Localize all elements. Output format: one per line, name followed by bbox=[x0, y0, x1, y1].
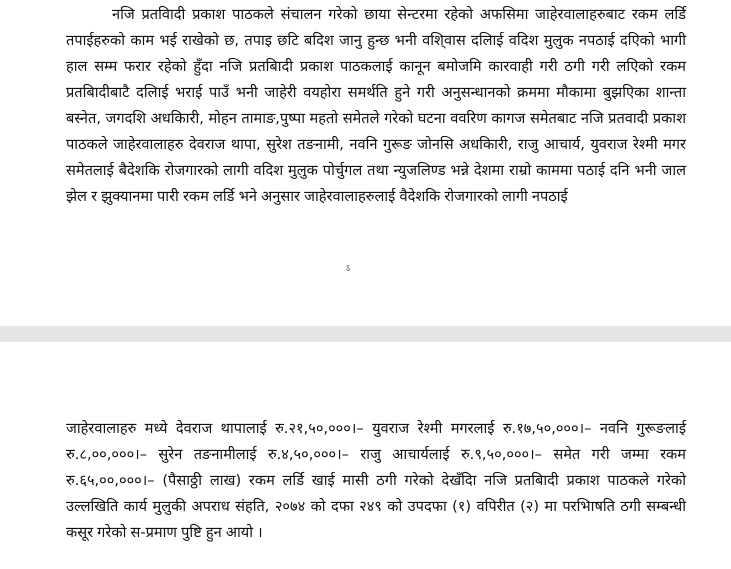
paragraph-bottom-text: जाहेरवालाहरु मध्ये देवराज थापालाई रु.२१,५०,०००।– युवराज रेश्मी मगरलाई रु.१७,५०,०००।– नवनि गुरूङलाई रु.८,००,०००।– सुरेन तङनामीलाई रु.४,५०,०००।– राजु आचार्यलाई रु.९,५०,०००।– समेत गरी जम्मा रकम रु.६५,००,०००।– (पैसाठ्ठी लाख) रकम लर्डि खाई मासी ठगी गरेको देखँदिा नजि प्रतबिादी प्रकाश पाठकले गरेको उल्लखिति कार्य मुलुकी अपराध संहति, २०७४ को दफा २४९ को उपदफा (१) वपिरीत (२) मा परभिाषति ठगी सम्बन्धी कसूर गरेको स-प्रमाण पुष्टि हुन आयो । bbox=[66, 420, 686, 541]
page-separator bbox=[0, 326, 731, 342]
paragraph-bottom bbox=[66, 416, 686, 546]
document-page-bottom bbox=[0, 342, 731, 569]
paragraph-top bbox=[66, 2, 686, 210]
paragraph-top-text: नजि प्रतविादी प्रकाश पाठकले संचालन गरेको छाया सेन्टरमा रहेको अफसिमा जाहेरवालाहरुबाट रकम लर्डि तपाईहरुको काम भई राखेको छ, तपाइ छटि बदिश जानु हुन्छ भनी वशि्वास दलिाई वदिश मुलुक नपठाई दएिको भागी हाल सम्म फरार रहेको हुँदा नजि प्रतबिादी प्रकाश पाठकलाई कानून बमोजमि कारवाही गरी ठगी गरी लएिको रकम प्रतबिादीबाटै दलिाई भराई पाउँ भनी जाहेरी वयहोरा समर्थति हुने गरी अनुसन्धानको क्रममा मौकामा बुझएिका शान्ता बस्नेत, जगदशि अधकिारी, मोहन तामाङ,पुष्पा महतो समेतले गरेको घटना ववरिण कागज समेतबाट नजि प्रतवादी प्रकाश पाठकले जाहेरवालाहरु देवराज थापा, सुरेश तङनामी, नवनि गुरूङ जोनसि अधकिारी, राजु आचार्य, युवराज रेश्मी मगर समेतलाई बैदेशकि रोजगारको लागी वदिश मुलुक पोर्चुगल तथा न्युजलिण्ड भन्ने देशमा राम्रो काममा पठाई दनि भनी जाल झेल र झुक्यानमा पारी रकम लर्डि भने अनुसार जाहेरवालाहरुलाई वैदेशकि रोजगारको लागी नपठाई bbox=[66, 6, 686, 205]
page-number: ऽ bbox=[345, 264, 351, 274]
